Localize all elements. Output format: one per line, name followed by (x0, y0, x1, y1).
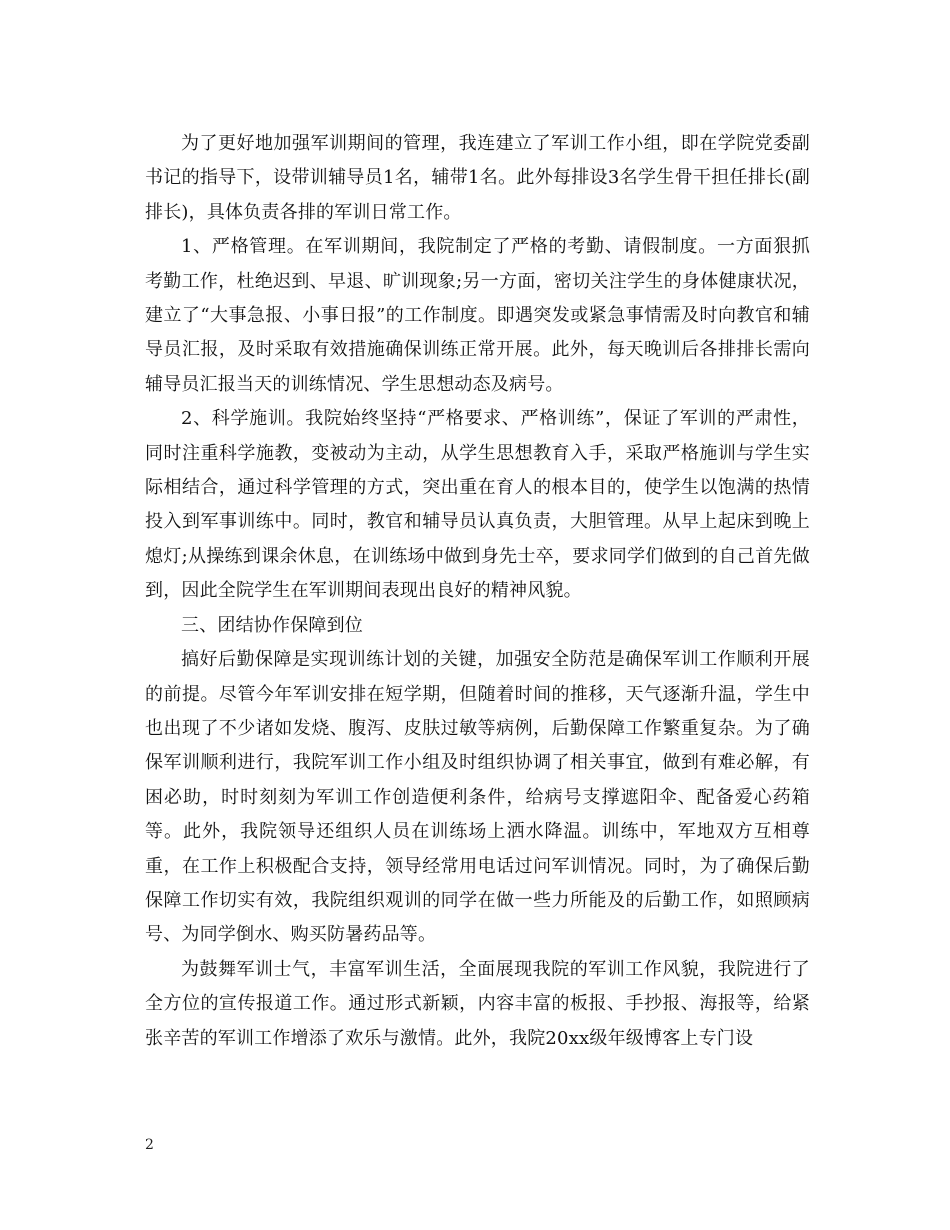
page-number: 2 (145, 1137, 154, 1153)
paragraph-organization: 为了更好地加强军训期间的管理，我连建立了军训工作小组，即在学院党委副书记的指导下，设带训辅导员1名，辅带1名。此外每排设3名学生骨干担任排长(副排长)，具体负责各排的军训日常工作。 (145, 133, 810, 223)
paragraph-logistics: 搞好后勤保障是实现训练计划的关键，加强安全防范是确保军训工作顺利开展的前提。尽管今年军训安排在短学期，但随着时间的推移，天气逐渐升温，学生中也出现了不少诸如发烧、腹泻、皮肤过敏等病例，后勤保障工作繁重复杂。为了确保军训顺利进行，我院军训工作小组及时组织协调了相关事宜，做到有难必解，有困必助，时时刻刻为军训工作创造便利条件，给病号支撑遮阳伞、配备爱心药箱等。此外，我院领导还组织人员在训练场上洒水降温。训练中，军地双方互相尊重，在工作上积极配合支持，领导经常用电话过问军训情况。同时，为了确保后勤保障工作切实有效，我院组织观训的同学在做一些力所能及的后勤工作，如照顾病号、为同学倒水、购买防暑药品等。 (145, 649, 810, 946)
paragraph-scientific-training: 2、科学施训。我院始终坚持“严格要求、严格训练”，保证了军训的严肃性，同时注重科学施教，变被动为主动，从学生思想教育入手，采取严格施训与学生实际相结合，通过科学管理的方式，突出重在育人的根本目的，使学生以饱满的热情投入到军事训练中。同时，教官和辅导员认真负责，大胆管理。从早上起床到晚上熄灯;从操练到课余休息，在训练场中做到身先士卒，要求同学们做到的自己首先做到，因此全院学生在军训期间表现出良好的精神风貌。 (145, 408, 810, 602)
section-heading-teamwork: 三、团结协作保障到位 (181, 614, 363, 636)
paragraph-strict-management: 1、严格管理。在军训期间，我院制定了严格的考勤、请假制度。一方面狠抓考勤工作，杜绝迟到、早退、旷训现象;另一方面，密切关注学生的身体健康状况，建立了“大事急报、小事日报”的工作制度。即遇突发或紧急事情需及时向教官和辅导员汇报，及时采取有效措施确保训练正常开展。此外，每天晚训后各排排长需向辅导员汇报当天的训练情况、学生思想动态及病号。 (145, 236, 810, 395)
paragraph-publicity: 为鼓舞军训士气，丰富军训生活，全面展现我院的军训工作风貌，我院进行了全方位的宣传报道工作。通过形式新颖，内容丰富的板报、手抄报、海报等，给紧张辛苦的军训工作增添了欢乐与激情。此外，我院20xx级年级博客上专门设 (145, 958, 810, 1049)
document-body (145, 127, 810, 1056)
